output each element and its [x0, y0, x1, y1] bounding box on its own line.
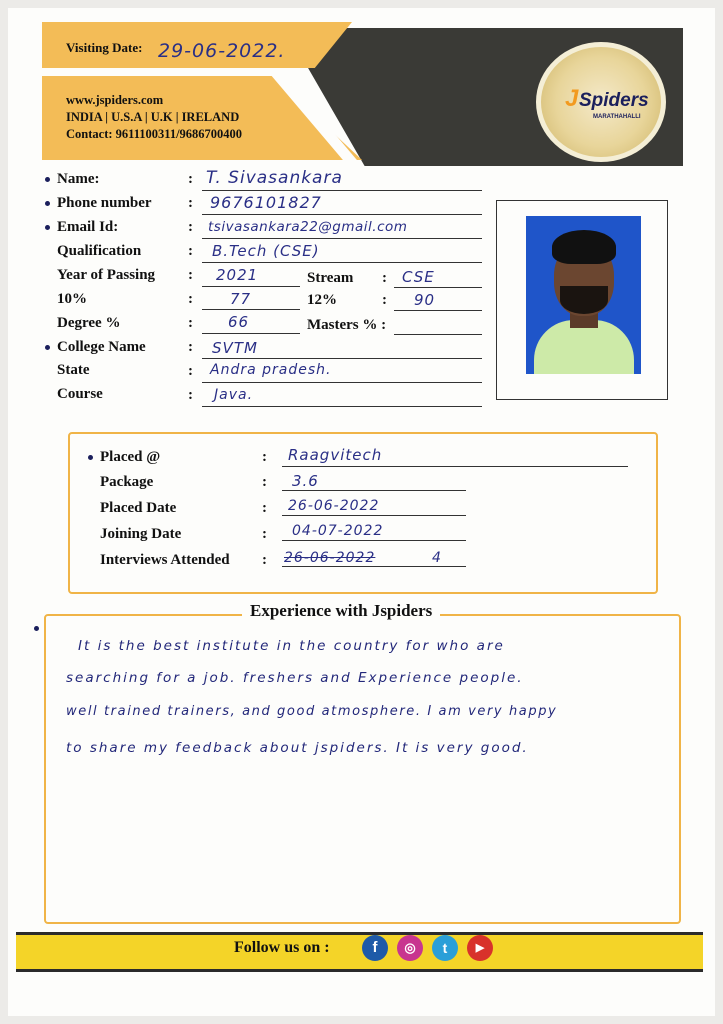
course-value: Java.: [214, 387, 254, 403]
joining-date-label: Joining Date: [100, 526, 182, 542]
placed-date-value: 26-06-2022: [288, 498, 380, 514]
jspiders-logo: [536, 42, 666, 162]
twelfth-value: 90: [414, 291, 436, 309]
phone-label: Phone number: [57, 195, 152, 211]
tenth-underline: [202, 309, 300, 310]
experience-line-3: well trained trainers, and good atmosphere. I am very happy: [66, 704, 558, 719]
package-label: Package: [100, 474, 154, 490]
qualification-underline: [202, 262, 482, 263]
photo-shirt: [534, 320, 634, 374]
bullet-icon: [88, 455, 93, 460]
phone-value: 9676101827: [210, 193, 322, 212]
colon: :: [188, 291, 193, 307]
state-label: State: [57, 362, 90, 378]
masters-label: Masters % :: [307, 317, 387, 333]
logo-j-letter: J: [565, 85, 579, 112]
year-of-passing-label: Year of Passing: [57, 267, 156, 283]
instagram-icon[interactable]: ◎: [397, 935, 423, 961]
countries-text: INDIA | U.S.A | U.K | IRELAND: [66, 110, 240, 124]
experience-line-1: It is the best institute in the country for who are: [78, 638, 505, 654]
visiting-date-value: 29-06-2022.: [158, 40, 286, 62]
state-underline: [202, 382, 482, 383]
colon: :: [262, 449, 267, 465]
bullet-icon: [45, 225, 50, 230]
course-label: Course: [57, 386, 103, 402]
colon: :: [188, 219, 193, 235]
colon: :: [188, 195, 193, 211]
colon: :: [188, 267, 193, 283]
placed-date-label: Placed Date: [100, 500, 177, 516]
visiting-date-label: Visiting Date:: [66, 40, 143, 55]
name-label: Name:: [57, 171, 100, 187]
colon: :: [262, 552, 267, 568]
tenth-value: 77: [230, 290, 252, 308]
bullet-icon: [45, 177, 50, 182]
qualification-value: B.Tech (CSE): [212, 242, 320, 260]
website-link[interactable]: www.jspiders.com: [66, 93, 164, 107]
colon: :: [382, 270, 387, 286]
follow-us-label: Follow us on :: [234, 939, 330, 956]
qualification-label: Qualification: [57, 243, 142, 259]
year-of-passing-value: 2021: [216, 266, 259, 284]
placed-company: Raagvitech: [288, 446, 383, 464]
interviews-label: Interviews Attended: [100, 552, 230, 568]
stream-underline: [394, 287, 482, 288]
stream-label: Stream: [307, 270, 354, 286]
experience-line-4: to share my feedback about jspiders. It is very good.: [66, 740, 529, 756]
masters-underline: [394, 334, 482, 335]
bullet-icon: [34, 626, 39, 631]
colon: :: [262, 500, 267, 516]
college-value: SVTM: [212, 339, 258, 357]
twelfth-underline: [394, 310, 482, 311]
degree-value: 66: [228, 313, 250, 331]
college-label: College Name: [57, 339, 146, 355]
name-value: T. Sivasankara: [206, 168, 343, 188]
placed-underline: [282, 466, 628, 467]
colon: :: [188, 315, 193, 331]
twitter-icon[interactable]: t: [432, 935, 458, 961]
phone-underline: [202, 214, 482, 215]
placed-date-underline: [282, 515, 466, 516]
package-value: 3.6: [292, 472, 319, 490]
photo-beard: [560, 286, 608, 314]
colon: :: [262, 526, 267, 542]
joining-date-value: 04-07-2022: [292, 523, 384, 539]
colon: :: [188, 339, 193, 355]
bullet-icon: [45, 201, 50, 206]
degree-underline: [202, 333, 300, 334]
email-underline: [202, 238, 482, 239]
logo-branch: MARATHAHALLI: [593, 114, 641, 120]
bullet-icon: [45, 345, 50, 350]
contact-block: [66, 92, 242, 143]
interviews-count: 4: [432, 550, 442, 566]
degree-label: Degree %: [57, 315, 121, 331]
email-value: tsivasankara22@gmail.com: [208, 219, 408, 235]
colon: :: [188, 243, 193, 259]
footer-band: [16, 932, 703, 972]
candidate-photo: [526, 216, 641, 374]
colon: :: [188, 387, 193, 403]
colon: :: [382, 292, 387, 308]
experience-title: Experience with Jspiders: [242, 601, 440, 621]
college-underline: [202, 358, 482, 359]
tenth-label: 10%: [57, 291, 87, 307]
placed-label: Placed @: [100, 449, 161, 465]
stream-value: CSE: [402, 268, 435, 286]
logo-wordmark: Spiders: [579, 90, 649, 111]
colon: :: [188, 171, 193, 187]
joining-underline: [282, 540, 466, 541]
experience-box: [44, 614, 681, 924]
photo-hair: [552, 230, 616, 264]
experience-line-2: searching for a job. freshers and Experience people.: [66, 670, 524, 686]
name-underline: [202, 190, 482, 191]
colon: :: [188, 363, 193, 379]
email-label: Email Id:: [57, 219, 119, 235]
twelfth-label: 12%: [307, 292, 337, 308]
year-underline: [202, 286, 300, 287]
contact-numbers: Contact: 9611100311/9686700400: [66, 127, 243, 141]
state-value: Andra pradesh.: [210, 362, 332, 378]
youtube-icon[interactable]: ▶: [467, 935, 493, 961]
interviews-underline: [282, 566, 466, 567]
interviews-struck-date: 26-06-2022: [284, 550, 376, 566]
package-underline: [282, 490, 466, 491]
course-underline: [202, 406, 482, 407]
facebook-icon[interactable]: f: [362, 935, 388, 961]
colon: :: [262, 474, 267, 490]
